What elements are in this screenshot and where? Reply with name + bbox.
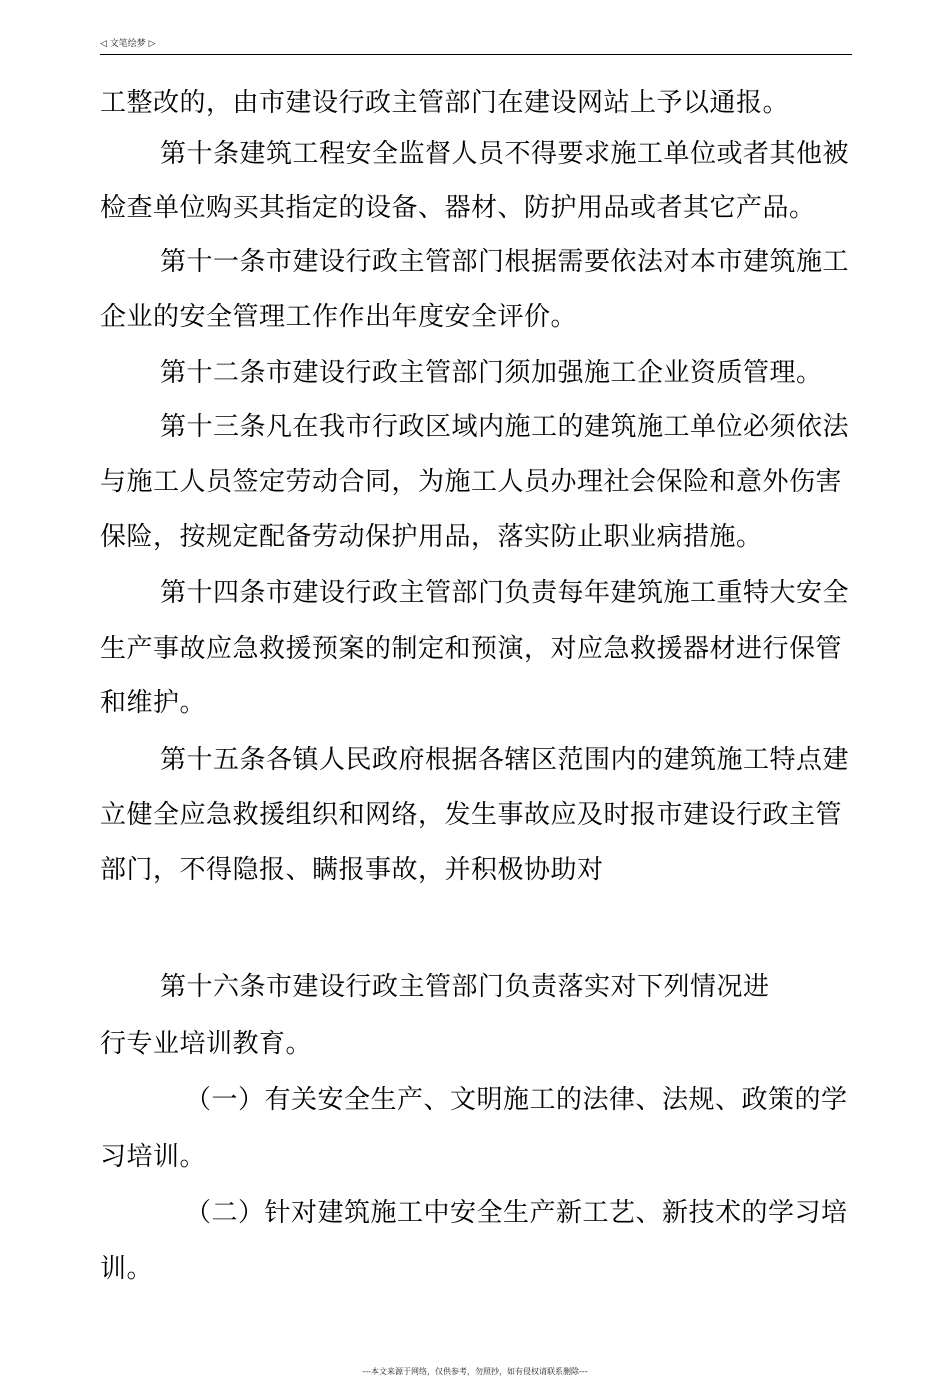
page-footer: ---本文来源于网络，仅供参考，勿照抄，如有侵权请联系删除--- bbox=[362, 1367, 588, 1376]
text-line: 企业的安全管理工作作出年度安全评价。 bbox=[100, 302, 578, 332]
text-line: 第十一条市建设行政主管部门根据需要依法对本市建筑施工 bbox=[160, 247, 850, 277]
text-line: 第十五条各镇人民政府根据各辖区范围内的建筑施工特点建 bbox=[160, 745, 850, 775]
text-line: 检查单位购买其指定的设备、器材、防护用品或者其它产品。 bbox=[100, 193, 816, 223]
text-line: 部门，不得隐报、瞒报事故，并积极协助对 bbox=[100, 855, 604, 885]
text-line: 与施工人员签定劳动合同，为施工人员办理社会保险和意外伤害 bbox=[100, 467, 843, 497]
text-line: 第十二条市建设行政主管部门须加强施工企业资质管理。 bbox=[160, 358, 823, 388]
text-line: 第十六条市建设行政主管部门负责落实对下列情况进 bbox=[160, 972, 770, 1002]
text-line: 立健全应急救援组织和网络，发生事故应及时报市建设行政主管 bbox=[100, 800, 843, 830]
text-line: 保险，按规定配备劳动保护用品，落实防止职业病措施。 bbox=[100, 522, 763, 552]
text-line: 训。 bbox=[100, 1254, 154, 1284]
text-line: 第十三条凡在我市行政区域内施工的建筑施工单位必须依法 bbox=[160, 412, 850, 442]
text-line: 行专业培训教育。 bbox=[100, 1029, 313, 1059]
text-line: 生产事故应急救援预案的制定和预演，对应急救援器材进行保管 bbox=[100, 634, 843, 664]
text-line: 第十条建筑工程安全监督人员不得要求施工单位或者其他被 bbox=[160, 139, 850, 169]
text-line: （二）针对建筑施工中安全生产新工艺、新技术的学习培 bbox=[185, 1198, 848, 1228]
page-header: ◁ 文笔绘梦 ▷ bbox=[100, 39, 156, 49]
text-line: 第十四条市建设行政主管部门负责每年建筑施工重特大安全 bbox=[160, 578, 850, 608]
text-line: 工整改的，由市建设行政主管部门在建设网站上予以通报。 bbox=[100, 88, 790, 118]
header-rule bbox=[100, 54, 852, 55]
text-line: 和维护。 bbox=[100, 688, 207, 718]
text-line: （一）有关安全生产、文明施工的法律、法规、政策的学 bbox=[185, 1085, 848, 1115]
text-line: 习培训。 bbox=[100, 1142, 207, 1172]
